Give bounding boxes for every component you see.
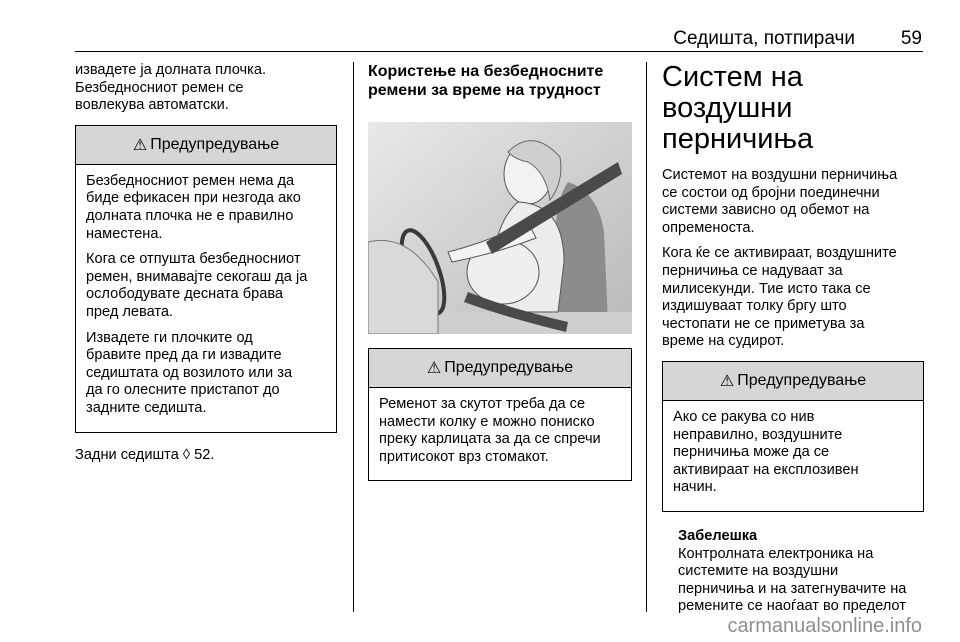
text-line: милисекунди. Тие исто така се (662, 280, 871, 297)
warning-header (369, 349, 631, 388)
text-line: Системот на воздушни перничиња (662, 167, 898, 183)
text-line: ремените се наоѓаат во пределот (678, 598, 906, 615)
column-divider (646, 62, 647, 612)
text-line: ремен, внимавајте секогаш да ја (86, 268, 308, 285)
heading-line: ремени за време на трудност (368, 82, 601, 99)
section-heading (368, 62, 632, 100)
section-title: Седишта, потпирачи (673, 28, 855, 49)
illustration-svg (368, 122, 632, 334)
column-1 (75, 62, 337, 464)
note-text (678, 546, 924, 616)
watermark-text: carmanualsonline.info (727, 615, 922, 637)
pregnant-seatbelt-illustration (368, 122, 632, 334)
warning-box (75, 125, 337, 433)
warning-body (369, 388, 631, 480)
warning-header (663, 362, 923, 401)
text-line: Безбедносниот ремен се (75, 79, 244, 96)
note-block (662, 528, 924, 616)
text-line: задните седишта. (86, 399, 207, 416)
text-line: неправилно, воздушните (673, 426, 843, 443)
warning-body (663, 401, 923, 511)
text-line: опременоста. (662, 219, 755, 236)
text-line: активираат на експлозивен (673, 461, 859, 478)
text-line: перничиња се надуваат за (662, 262, 843, 279)
warning-paragraph (379, 396, 621, 466)
warning-paragraph (86, 330, 326, 418)
text-line: начин. (673, 479, 717, 496)
text-line: издишуваат толку бргу што (662, 298, 847, 315)
page-header (0, 28, 960, 48)
warning-title: Предупредување (737, 371, 867, 389)
text-line: бравите пред да ги извадите (86, 347, 282, 364)
text-line: наместена. (86, 225, 163, 242)
warning-body (76, 165, 336, 432)
text-line: Контролната електроника на (678, 545, 874, 562)
warning-paragraph (673, 409, 913, 497)
warning-title: Предупредување (150, 135, 280, 153)
text-line: перничиња и на затегнувачите на (678, 580, 907, 597)
warning-paragraph (86, 251, 326, 321)
header-rule (75, 51, 923, 52)
heading-line: Систем на воздушни (662, 61, 803, 124)
column-divider (353, 62, 354, 612)
text-line: време на судирот. (662, 333, 785, 350)
column-2 (368, 62, 632, 481)
text-line: Ако се ракува со нив (673, 408, 815, 425)
body-paragraph (662, 167, 924, 237)
warning-triangle-icon: ⚠ (132, 136, 148, 154)
text-line: системи зависно од обемот на (662, 202, 870, 219)
text-line: пред левата. (86, 303, 174, 320)
text-line: притисокот врз стомакот. (379, 448, 549, 465)
body-paragraph (662, 245, 924, 351)
text-line: се состои од бројни поединечни (662, 184, 880, 201)
text-line: да го олесните пристапот до (86, 382, 280, 399)
text-line: честопати не се приметува за (662, 315, 865, 332)
text-line: намести колку е можно пониско (379, 413, 595, 430)
text-line: Извадете ги плочките од (86, 329, 253, 346)
text-line: седиштата од возилото или за (86, 364, 293, 381)
text-line: преку карлицата за да се спречи (379, 431, 601, 448)
warning-paragraph (86, 173, 326, 243)
intro-text (75, 62, 337, 115)
heading-line: Користење на безбедносните (368, 63, 604, 80)
text-line: Кога ќе се активираат, воздушните (662, 245, 897, 262)
warning-box (662, 361, 924, 512)
chapter-heading (662, 62, 924, 155)
warning-triangle-icon: ⚠ (719, 372, 735, 390)
warning-box (368, 348, 632, 481)
text-line: системите на воздушни (678, 563, 839, 580)
text-line: перничиња може да се (673, 444, 830, 461)
text-line: Ременот за скутот треба да се (379, 396, 586, 412)
note-title: Забелешка (678, 527, 758, 544)
cross-reference: Задни седишта ◊ 52. (75, 446, 215, 463)
text-line: ослободувате десната брава (86, 286, 284, 303)
text-line: биде ефикасен при незгода ако (86, 190, 301, 207)
text-line: извадете ја долната плочка. (75, 62, 267, 78)
warning-triangle-icon: ⚠ (426, 360, 442, 377)
warning-title: Предупредување (444, 359, 574, 376)
page-number: 59 (900, 28, 922, 49)
text-line: долната плочка не е правилно (86, 207, 294, 224)
text-line: вовлекува автоматски. (75, 97, 229, 114)
warning-header (76, 126, 336, 165)
text-line: Кога се отпушта безбедносниот (86, 251, 301, 268)
heading-line: перничиња (662, 123, 814, 155)
text-line: Безбедносниот ремен нема да (86, 172, 295, 189)
column-3 (662, 62, 924, 616)
